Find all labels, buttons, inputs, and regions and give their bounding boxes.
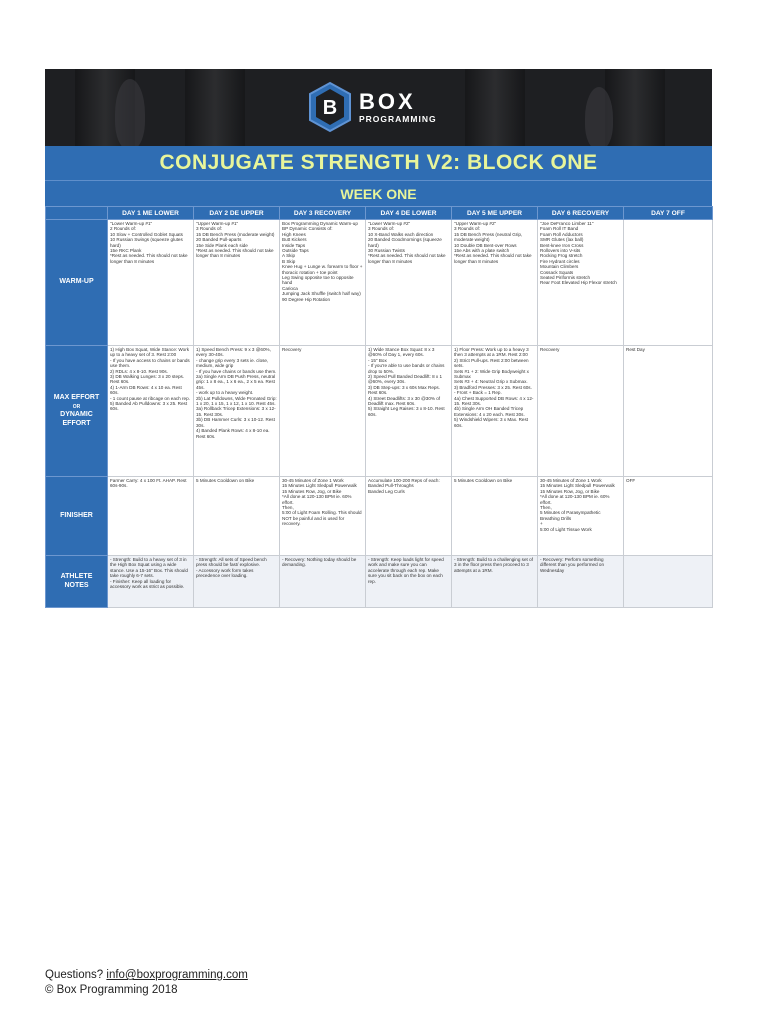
schedule-cell xyxy=(108,556,194,608)
cell-line: Jumping Jack Shuffle (switch half way) xyxy=(282,291,361,297)
cell-line: 5) Windshield Wipers: 3 x Max. Rest 60s. xyxy=(454,417,529,428)
schedule-cell xyxy=(108,346,194,477)
schedule-cell xyxy=(366,220,452,346)
cell-line: Rear Foot Elevated Hip Flexor stretch xyxy=(540,280,617,286)
cell-line: 20 Banded Pull-aparts xyxy=(196,237,242,243)
cell-line: 4) Banded Plank Rows: 4 x 8-10 ea. Rest 60s. xyxy=(196,428,270,439)
cell-line: - If you're able to use bands or chains drop to 50%. xyxy=(368,363,445,374)
schedule-cell xyxy=(452,346,538,477)
cell-line: - Strength: Keep loads light for speed work and make sure you can accelerate through each rep. Make sure you sit back on the box on each rep. xyxy=(368,557,444,584)
week-title: WEEK ONE xyxy=(45,180,712,206)
cell-line: - Recovery: Nothing today should be demanding. xyxy=(282,557,357,568)
schedule-row xyxy=(46,556,713,608)
schedule-cell xyxy=(366,477,452,556)
cell-line: B Skip xyxy=(282,258,296,264)
cell-line: - change grip every 3 sets ie. close, medium, wide grip xyxy=(196,357,269,369)
schedule-table xyxy=(45,206,713,608)
cell-line: 5) Banded Ab Pulldowns: 3 x 25. Rest 60s. xyxy=(110,401,188,412)
cell-line: BP Dynamic Consists of: xyxy=(282,226,333,232)
cell-line: Bent-knee Iron Cross xyxy=(540,242,584,248)
cell-line: Fire Hydrant circles xyxy=(540,258,580,264)
logo-letter: B xyxy=(322,97,338,119)
cell-line: - Strength: All sets of Speed bench press should be fast/ explosive. xyxy=(196,557,267,568)
cell-line: 15 DB Bench Press (neutral Grip, moderate weight) xyxy=(454,231,523,243)
cell-line: Then, xyxy=(282,505,294,511)
schedule-cell xyxy=(452,556,538,608)
schedule-cell xyxy=(280,220,366,346)
schedule-cell xyxy=(280,556,366,608)
program-sheet xyxy=(45,69,712,608)
cell-line: 10 X-Band Walks each direction xyxy=(368,231,434,237)
athlete-silhouette xyxy=(115,79,145,146)
cell-line: 3 Rounds of: xyxy=(454,226,481,232)
brand-name: BOX xyxy=(359,88,416,114)
brand-tagline: PROGRAMMING xyxy=(359,113,437,124)
schedule-cell xyxy=(538,556,624,608)
cell-line: 4a) Chest Supported DB Rows: 4 x 12-15. Rest 30s. xyxy=(454,395,534,407)
cell-line: 3) DB Step-ups: 3 x 60s Max Reps. Rest 60s. xyxy=(368,384,440,396)
cell-line: 10 Double DB Bent-over Rows xyxy=(454,242,517,248)
day-header: DAY 4 DE LOWER xyxy=(366,207,452,220)
cell-line: "Upper Warm-up #2" xyxy=(454,221,497,226)
cell-line: 15 Minutes Row, Jog, or Bike xyxy=(282,488,342,494)
day-header: DAY 6 RECOVERY xyxy=(538,207,624,220)
cell-line: 2) Strict Pull-ups. Rest 2:00 between sets. xyxy=(454,357,529,369)
cell-line: Banded Pull-Throughs xyxy=(368,483,414,489)
schedule-row xyxy=(46,220,713,346)
copyright: © Box Programming 2018 xyxy=(45,984,178,996)
cell-line: - Finisher: Keep all loading for accessory work as strict as possible. xyxy=(110,578,185,590)
cell-line: - 15" Box xyxy=(368,357,387,363)
schedule-row xyxy=(46,477,713,556)
cell-line: "Lower Warm-up #1" xyxy=(110,221,153,226)
cell-line: 1) Floor Press: Work up to a heavy 3 then 3 attempts at a 1RM. Rest 2:00 xyxy=(454,347,529,358)
cell-line: 90 Degree Hip Rotation xyxy=(282,296,331,302)
cell-line: Sets #3 + 4: Neutral Grip x Submax. xyxy=(454,379,528,385)
cell-line: Cossack Squats xyxy=(540,269,574,275)
cell-line: - If you have access to chains or bands use them. xyxy=(110,357,190,369)
cell-line: Rocking Frog stretch xyxy=(540,253,583,259)
cell-line: A Skip xyxy=(282,253,296,259)
cell-line: 3) DB Walking Lunges: 3 x 20 steps. Rest 60s. xyxy=(110,374,185,385)
cell-line: 3a) Rollback Tricep Extensions: 3 x 12-15. Rest 30s. xyxy=(196,406,276,417)
cell-line: 30 Russian Twists xyxy=(368,248,405,254)
cell-line: SMR Glutes (lax ball) xyxy=(540,237,584,243)
cell-line: Mountain Climbers xyxy=(540,264,579,270)
cell-line: 2a) Single Arm DB Push Press, neutral grip: 1 x 8 ea., 1 x 6 ea., 2 x 5 ea. Rest 45s. xyxy=(196,374,276,390)
schedule-cell xyxy=(538,346,624,477)
cell-line: 5 Minutes Cooldown on Bike xyxy=(454,478,513,483)
cell-line: 4b) Single Arm OH Banded Tricep Extensions: 4 x 20 each. Rest 30s. xyxy=(454,406,525,417)
schedule-cell xyxy=(108,477,194,556)
cell-line: 5:00 of Light Tissue Work xyxy=(540,526,592,532)
cell-line: *Rest as needed. This should not take longer than 8 minutes xyxy=(454,253,532,264)
cell-line: Recovery xyxy=(540,347,560,352)
cell-line: Inside Taps xyxy=(282,242,306,248)
cell-line: 1) High Box Squat, Wide Stance: Work up to a heavy set of 3. Rest 2:00 xyxy=(110,347,190,358)
cell-line: 15e RKC Plank xyxy=(110,248,142,254)
schedule-cell xyxy=(452,477,538,556)
cell-line: - Strength: Build to a challenging set of 3 in the floor press then proceed to 3 attempts at a 1RM. xyxy=(454,557,533,573)
cell-line: 2) RDLs: 4 x 8-10. Rest 90s. xyxy=(110,368,168,374)
cell-line: 10 Slow + Controlled Goblet Squats xyxy=(110,231,183,237)
cell-line: *All done at 120-130 BPM ie. 60% effort. xyxy=(540,494,610,505)
cell-line: "Joe DeFranco Limber 11" xyxy=(540,221,594,226)
cell-line: 15e Abs with a plate switch xyxy=(454,248,510,254)
row-label-text: DYNAMIC EFFORT xyxy=(60,411,93,427)
cell-line: Box Programming Dynamic Warm-up xyxy=(282,221,358,226)
schedule-cell xyxy=(280,477,366,556)
cell-line: - Strength: Build to a heavy set of 3 in the High Box Squat using a wide stance. Use a 15-16" Box. This should take roughly 6-7 sets. xyxy=(110,557,188,579)
cell-line: Foam Roll IT Band xyxy=(540,226,579,232)
contact-email-link[interactable]: info@boxprogramming.com xyxy=(106,969,248,981)
cell-line: 4) 1-Arm DB Rows: 4 x 10 ea. Rest 60s. xyxy=(110,384,182,396)
cell-line: 15 Minutes Row, Jog, or Bike xyxy=(540,488,600,494)
cell-line: "Lower Warm-up #2" xyxy=(368,221,411,226)
schedule-cell xyxy=(624,477,713,556)
cell-line: Banded Leg Curls xyxy=(368,488,405,494)
cell-line: High Knees xyxy=(282,231,306,237)
cell-line: 5 Minutes Cooldown on Bike xyxy=(196,478,255,483)
cell-line: Farmer Carry: 4 x 100 Ft. AHAP. Rest 60s-90s. xyxy=(110,478,187,489)
program-title: CONJUGATE STRENGTH V2: BLOCK ONE xyxy=(45,146,712,180)
cell-line: *Rest as needed. This should not take longer than 8 minutes xyxy=(196,248,274,259)
cell-line: 4) Street Deadlifts: 3 x 30 @30% of Deadlift max. Rest 60s. xyxy=(368,395,441,407)
schedule-cell xyxy=(538,220,624,346)
cell-line: *Rest as needed. This should not take longer than 8 minutes xyxy=(368,253,446,264)
cell-line: 3 Rounds of: xyxy=(368,226,395,232)
schedule-cell xyxy=(624,556,713,608)
athlete-silhouette xyxy=(585,87,613,146)
day-header: DAY 1 ME LOWER xyxy=(108,207,194,220)
row-label-text: NOTES xyxy=(64,581,89,589)
schedule-cell xyxy=(366,556,452,608)
schedule-cell xyxy=(452,220,538,346)
cell-line: 5 Minutes of Parasympathetic Breathing Drills xyxy=(540,510,601,521)
cell-line: *Rest as needed. This should not take longer than 8 minutes xyxy=(110,253,188,264)
cell-line: Sets #1 + 2: Wide Grip Bodyweight x Submax xyxy=(454,368,529,380)
cell-line: Seated Piriformis stretch xyxy=(540,275,591,281)
cell-line: 1) Speed Bench Press: 9 x 3 @60%, every 30-40s. xyxy=(196,347,271,358)
cell-line: Knee Hug + Lunge w. forearm to floor + thoracic rotation + toe point xyxy=(282,264,363,275)
schedule-row xyxy=(46,346,713,477)
schedule-cell xyxy=(194,346,280,477)
day-header: DAY 3 RECOVERY xyxy=(280,207,366,220)
cell-line: 2) Speed Pull Banded Deadlift: 8 x 1 @60%, every 30s. xyxy=(368,374,443,385)
questions-label: Questions? xyxy=(45,969,104,981)
cell-line: 15e Side Plank each side xyxy=(196,242,248,248)
cell-line: 30-45 Minutes of Zone 1 Work xyxy=(282,478,344,483)
cell-line: 15 Minutes Light Sledpull Powerwalk xyxy=(540,483,615,489)
cell-line: Then, xyxy=(540,505,552,511)
cell-line: - Recovery: Perform something different than you performed on Wednesday xyxy=(540,557,605,573)
row-label xyxy=(46,220,108,346)
day-header: DAY 5 ME UPPER xyxy=(452,207,538,220)
cell-line: Foam Roll Adductors xyxy=(540,231,583,237)
row-label-text: MAX EFFORT xyxy=(53,394,100,401)
schedule-cell xyxy=(194,556,280,608)
row-label xyxy=(46,477,108,556)
cell-line: Carioca xyxy=(282,285,298,291)
cell-line: 15 Minutes Light Sledpull Powerwalk xyxy=(282,483,357,489)
page-footer xyxy=(45,968,248,998)
cell-line: 20 Banded Goodmornings (squeeze hard) xyxy=(368,237,442,248)
row-label xyxy=(46,556,108,608)
hero-banner xyxy=(45,69,712,146)
schedule-cell xyxy=(194,220,280,346)
cell-line: 30-45 Minutes of Zone 1 Work xyxy=(540,478,602,483)
cell-line: 2b) Lat Pulldowns, Wide Pronated Grip: 1 x 20, 1 x 15, 1 x 12, 1 x 10. Rest 45s. xyxy=(196,395,277,407)
row-label-or: OR xyxy=(72,403,81,410)
cell-line: Rollovers into V-sits xyxy=(540,248,581,254)
cell-line: - Accessory work form takes precedence over loading. xyxy=(196,567,254,579)
day-header: DAY 7 OFF xyxy=(624,207,713,220)
cell-line: - 1 count pause at ribcage on each rep. xyxy=(110,395,190,401)
schedule-cell xyxy=(194,477,280,556)
cell-line: - If you have chains or bands use them. xyxy=(196,368,277,374)
cell-line: + xyxy=(540,521,543,527)
row-label-text: FINISHER xyxy=(60,511,93,519)
schedule-cell xyxy=(280,346,366,477)
row-label-text: WARM-UP xyxy=(59,278,94,286)
cell-line: 5) Straight Leg Raises: 3 x 8-10. Rest 60s. xyxy=(368,406,445,417)
cell-line: Recovery xyxy=(282,347,302,352)
cell-line: 3) Bradford Presses: 3 x 25. Rest 60s. xyxy=(454,384,532,390)
cell-line: 10 Russian Swings (squeeze glutes hard) xyxy=(110,237,183,248)
cell-line: 5:00 of Light Foam Rolling. This should NOT be painful and is used for recovery. xyxy=(282,510,362,527)
cell-line: Outside Taps xyxy=(282,248,309,254)
cell-line: Butt Kickers xyxy=(282,237,307,243)
cell-line: Leg Swing opposite toe to opposite hand xyxy=(282,275,354,286)
cell-line: 15 DB Bench Press (moderate weight) xyxy=(196,231,275,237)
hexagon-logo-icon xyxy=(307,81,353,133)
cell-line: Rest Day xyxy=(626,347,645,352)
row-label xyxy=(46,346,108,477)
schedule-cell xyxy=(624,220,713,346)
cell-line: - Front + Back = 1 Rep. xyxy=(454,390,502,396)
schedule-cell xyxy=(538,477,624,556)
cell-line: Accumulate 100-200 Reps of each: xyxy=(368,478,440,483)
cell-line: *All done at 120-130 BPM ie. 60% effort. xyxy=(282,494,352,505)
cell-line: "Upper Warm-up #1" xyxy=(196,221,239,226)
cell-line: 1) Wide Stance Box Squat: 8 x 3 @60% of Day 1, every 60s. xyxy=(368,347,435,358)
schedule-cell xyxy=(366,346,452,477)
schedule-cell xyxy=(108,220,194,346)
corner-cell xyxy=(46,207,108,220)
brand-logo xyxy=(307,78,507,136)
cell-line: 2 Rounds of: xyxy=(110,226,137,232)
cell-line: - work up to a heavy weight. xyxy=(196,390,254,396)
cell-line: 3b) DB Hammer Curls: 3 x 10-12. Rest 30s. xyxy=(196,417,275,428)
cell-line: 3 Rounds of: xyxy=(196,226,223,232)
row-label-text: ATHLETE xyxy=(60,573,93,580)
day-header-row xyxy=(46,207,713,220)
day-header: DAY 2 DE UPPER xyxy=(194,207,280,220)
schedule-cell xyxy=(624,346,713,477)
cell-line: OFF xyxy=(626,478,636,483)
